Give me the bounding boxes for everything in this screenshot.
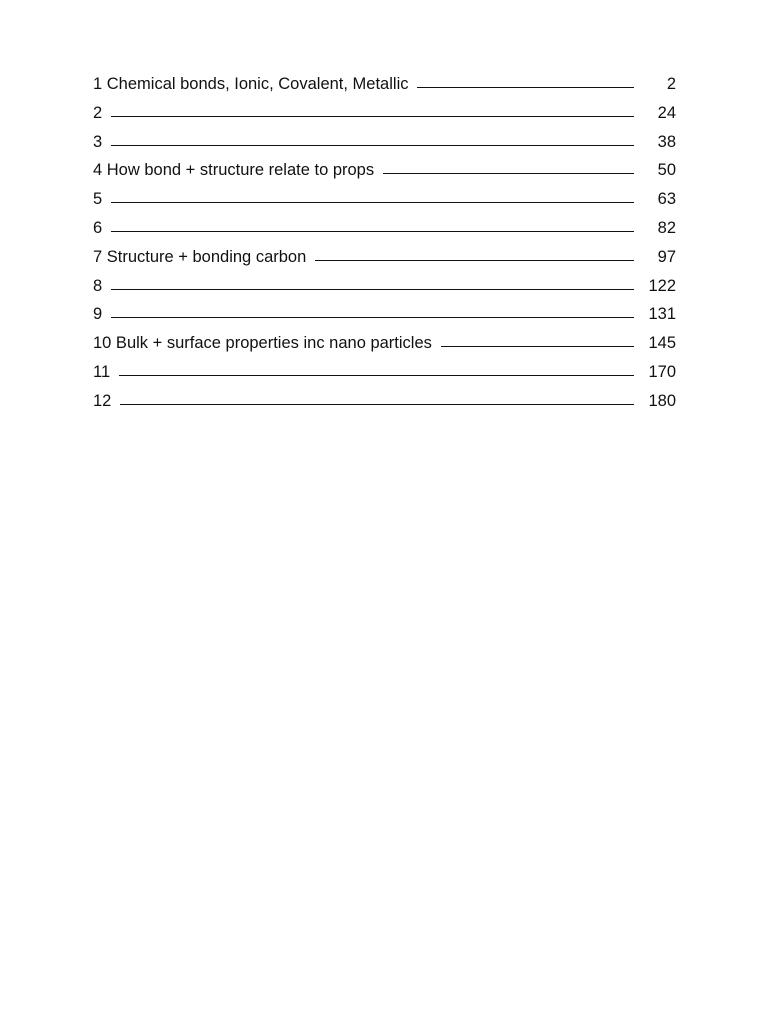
toc-leader-line [417, 87, 634, 88]
table-of-contents [93, 70, 676, 416]
toc-leader-line [111, 317, 634, 318]
toc-entry [93, 329, 676, 358]
toc-entry-page: 145 [648, 334, 676, 353]
toc-entry-page: 82 [657, 218, 676, 237]
toc-entry-label: 12 [93, 391, 112, 410]
toc-entry-page: 170 [648, 362, 676, 381]
toc-entry-page: 38 [657, 132, 676, 151]
toc-entry [93, 243, 676, 272]
toc-entry-label: 10 Bulk + surface properties inc nano particles [93, 334, 432, 353]
toc-leader-line [120, 404, 634, 405]
toc-entry [93, 272, 676, 301]
toc-entry-label: 5 [93, 190, 103, 209]
toc-entry-page: 50 [657, 161, 676, 180]
toc-entry [93, 387, 676, 416]
toc-entry-label: 4 How bond + structure relate to props [93, 161, 375, 180]
toc-entry-page: 122 [648, 276, 676, 295]
toc-entry-page: 131 [648, 305, 676, 324]
toc-leader-line [383, 173, 634, 174]
toc-entry [93, 214, 676, 243]
toc-entry [93, 99, 676, 128]
toc-leader-line [111, 116, 634, 117]
toc-entry [93, 300, 676, 329]
toc-entry-label: 2 [93, 103, 103, 122]
toc-entry-page: 24 [657, 103, 676, 122]
toc-entry-label: 11 [93, 362, 111, 381]
toc-leader-line [111, 202, 634, 203]
toc-leader-line [111, 231, 634, 232]
toc-entry-label: 8 [93, 276, 103, 295]
toc-entry-label: 3 [93, 132, 103, 151]
toc-entry-page: 180 [648, 391, 676, 410]
toc-leader-line [441, 346, 634, 347]
toc-entry [93, 358, 676, 387]
toc-entry-page: 63 [657, 190, 676, 209]
toc-entry [93, 156, 676, 185]
toc-entry [93, 70, 676, 99]
toc-leader-line [111, 289, 634, 290]
toc-leader-line [315, 260, 634, 261]
toc-entry-page: 97 [657, 247, 676, 266]
toc-entry-label: 7 Structure + bonding carbon [93, 247, 307, 266]
toc-entry-label: 9 [93, 305, 103, 324]
toc-entry [93, 128, 676, 157]
toc-entry-label: 6 [93, 218, 103, 237]
toc-leader-line [119, 375, 634, 376]
toc-leader-line [111, 145, 634, 146]
toc-entry-label: 1 Chemical bonds, Ionic, Covalent, Metallic [93, 75, 409, 93]
toc-entry-page: 2 [666, 75, 676, 93]
toc-entry [93, 185, 676, 214]
